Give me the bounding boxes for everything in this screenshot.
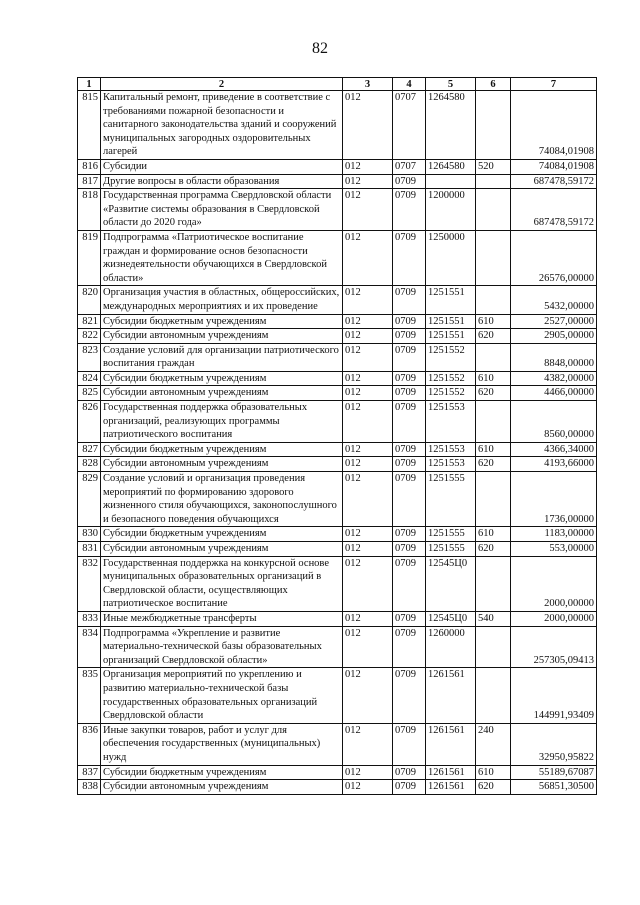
row-number: 817 <box>78 174 101 189</box>
row-number: 833 <box>78 611 101 626</box>
row-number: 825 <box>78 386 101 401</box>
row-department: 012 <box>343 723 393 765</box>
row-number: 831 <box>78 542 101 557</box>
row-section: 0709 <box>393 626 426 668</box>
row-section: 0709 <box>393 556 426 611</box>
row-amount: 1736,00000 <box>511 472 597 527</box>
row-name: Субсидии автономным учреждениям <box>101 329 343 344</box>
row-amount: 26576,00000 <box>511 230 597 285</box>
row-number: 836 <box>78 723 101 765</box>
row-amount: 687478,59172 <box>511 174 597 189</box>
row-number: 819 <box>78 230 101 285</box>
row-section: 0709 <box>393 527 426 542</box>
row-name: Другие вопросы в области образования <box>101 174 343 189</box>
row-section: 0709 <box>393 765 426 780</box>
row-target-code: 1251551 <box>426 329 476 344</box>
row-target-code: 12545Ц0 <box>426 556 476 611</box>
row-section: 0709 <box>393 343 426 371</box>
row-amount: 257305,09413 <box>511 626 597 668</box>
row-number: 823 <box>78 343 101 371</box>
row-number: 827 <box>78 442 101 457</box>
row-amount: 56851,30500 <box>511 780 597 795</box>
table-row <box>78 371 597 386</box>
row-expense-type: 620 <box>476 542 511 557</box>
row-department: 012 <box>343 527 393 542</box>
table-row <box>78 189 597 231</box>
table-row <box>78 442 597 457</box>
table-row <box>78 542 597 557</box>
row-target-code: 1251551 <box>426 314 476 329</box>
row-amount: 74084,01908 <box>511 159 597 174</box>
table-row <box>78 765 597 780</box>
row-expense-type: 610 <box>476 527 511 542</box>
row-section: 0709 <box>393 723 426 765</box>
table-row <box>78 286 597 314</box>
row-expense-type <box>476 286 511 314</box>
row-target-code: 1200000 <box>426 189 476 231</box>
row-amount: 74084,01908 <box>511 91 597 160</box>
table-row <box>78 159 597 174</box>
row-department: 012 <box>343 174 393 189</box>
row-expense-type: 620 <box>476 780 511 795</box>
row-expense-type: 520 <box>476 159 511 174</box>
row-department: 012 <box>343 386 393 401</box>
row-name: Организация участия в областных, общероссийских, международных мероприятиях и их проведение <box>101 286 343 314</box>
row-amount: 55189,67087 <box>511 765 597 780</box>
row-department: 012 <box>343 91 393 160</box>
row-expense-type <box>476 189 511 231</box>
row-name: Организация мероприятий по укреплению и развитию материально-технической базы государственных образовательных организаций Свердловской области <box>101 668 343 723</box>
row-amount: 687478,59172 <box>511 189 597 231</box>
row-amount: 4193,66000 <box>511 457 597 472</box>
row-amount: 1183,00000 <box>511 527 597 542</box>
row-name: Подпрограмма «Укрепление и развитие материально-технической базы образовательных организаций Свердловской области» <box>101 626 343 668</box>
row-target-code: 1260000 <box>426 626 476 668</box>
row-section: 0709 <box>393 472 426 527</box>
table-row <box>78 401 597 443</box>
row-section: 0709 <box>393 230 426 285</box>
row-section: 0709 <box>393 174 426 189</box>
row-expense-type <box>476 626 511 668</box>
row-name: Иные закупки товаров, работ и услуг для обеспечения государственных (муниципальных) нужд <box>101 723 343 765</box>
row-name: Субсидии бюджетным учреждениям <box>101 442 343 457</box>
row-amount: 4382,00000 <box>511 371 597 386</box>
row-name: Создание условий и организация проведения мероприятий по формированию здорового жизненного стиля обучающихся, законопослушного и безопасного поведения обучающихся <box>101 472 343 527</box>
row-expense-type: 610 <box>476 442 511 457</box>
row-expense-type <box>476 91 511 160</box>
row-amount: 2527,00000 <box>511 314 597 329</box>
row-amount: 144991,93409 <box>511 668 597 723</box>
row-expense-type <box>476 230 511 285</box>
row-amount: 2000,00000 <box>511 611 597 626</box>
row-expense-type <box>476 556 511 611</box>
row-number: 830 <box>78 527 101 542</box>
table-row <box>78 343 597 371</box>
row-number: 820 <box>78 286 101 314</box>
row-number: 815 <box>78 91 101 160</box>
row-expense-type: 620 <box>476 457 511 472</box>
row-target-code: 1264580 <box>426 91 476 160</box>
row-section: 0709 <box>393 401 426 443</box>
row-expense-type <box>476 668 511 723</box>
column-header: 5 <box>426 78 476 91</box>
row-expense-type <box>476 343 511 371</box>
row-amount: 8848,00000 <box>511 343 597 371</box>
row-target-code: 12545Ц0 <box>426 611 476 626</box>
row-department: 012 <box>343 286 393 314</box>
row-name: Субсидии автономным учреждениям <box>101 457 343 472</box>
row-target-code: 1251555 <box>426 542 476 557</box>
row-target-code: 1251553 <box>426 401 476 443</box>
row-expense-type <box>476 401 511 443</box>
row-expense-type <box>476 174 511 189</box>
row-name: Подпрограмма «Патриотическое воспитание граждан и формирование основ безопасности жизнедеятельности обучающихся в Свердловской области» <box>101 230 343 285</box>
row-amount: 32950,95822 <box>511 723 597 765</box>
row-number: 828 <box>78 457 101 472</box>
row-section: 0709 <box>393 542 426 557</box>
row-amount: 8560,00000 <box>511 401 597 443</box>
row-target-code: 1251555 <box>426 472 476 527</box>
row-department: 012 <box>343 542 393 557</box>
row-number: 818 <box>78 189 101 231</box>
table-row <box>78 457 597 472</box>
row-number: 824 <box>78 371 101 386</box>
row-section: 0709 <box>393 442 426 457</box>
row-expense-type: 620 <box>476 329 511 344</box>
row-department: 012 <box>343 668 393 723</box>
table-row <box>78 556 597 611</box>
row-target-code <box>426 174 476 189</box>
row-department: 012 <box>343 442 393 457</box>
row-name: Иные межбюджетные трансферты <box>101 611 343 626</box>
table-row <box>78 91 597 160</box>
row-department: 012 <box>343 314 393 329</box>
row-section: 0709 <box>393 611 426 626</box>
row-number: 838 <box>78 780 101 795</box>
table-row <box>78 626 597 668</box>
table-row <box>78 314 597 329</box>
row-amount: 2000,00000 <box>511 556 597 611</box>
row-section: 0707 <box>393 91 426 160</box>
row-name: Капитальный ремонт, приведение в соответствие с требованиями пожарной безопасности и санитарного законодательства зданий и сооружений муниципальных загородных оздоровительных лагерей <box>101 91 343 160</box>
column-header: 3 <box>343 78 393 91</box>
row-number: 821 <box>78 314 101 329</box>
row-section: 0709 <box>393 286 426 314</box>
row-target-code: 1261561 <box>426 780 476 795</box>
row-name: Государственная программа Свердловской области «Развитие системы образования в Свердловской области до 2020 года» <box>101 189 343 231</box>
row-department: 012 <box>343 780 393 795</box>
page-number: 82 <box>312 40 328 57</box>
column-header: 1 <box>78 78 101 91</box>
row-name: Субсидии бюджетным учреждениям <box>101 371 343 386</box>
row-target-code: 1261561 <box>426 765 476 780</box>
table-row <box>78 723 597 765</box>
row-number: 826 <box>78 401 101 443</box>
row-section: 0709 <box>393 314 426 329</box>
row-target-code: 1261561 <box>426 723 476 765</box>
row-name: Субсидии <box>101 159 343 174</box>
table-row <box>78 174 597 189</box>
row-amount: 4366,34000 <box>511 442 597 457</box>
row-department: 012 <box>343 611 393 626</box>
row-target-code: 1251553 <box>426 457 476 472</box>
row-department: 012 <box>343 556 393 611</box>
row-department: 012 <box>343 159 393 174</box>
row-section: 0709 <box>393 371 426 386</box>
row-department: 012 <box>343 189 393 231</box>
row-target-code: 1251551 <box>426 286 476 314</box>
budget-table <box>77 77 597 795</box>
row-target-code: 1251552 <box>426 386 476 401</box>
row-name: Субсидии бюджетным учреждениям <box>101 527 343 542</box>
row-department: 012 <box>343 343 393 371</box>
row-amount: 5432,00000 <box>511 286 597 314</box>
row-expense-type: 610 <box>476 371 511 386</box>
row-department: 012 <box>343 765 393 780</box>
table-row <box>78 668 597 723</box>
row-department: 012 <box>343 230 393 285</box>
row-expense-type: 610 <box>476 314 511 329</box>
row-name: Субсидии автономным учреждениям <box>101 542 343 557</box>
row-name: Государственная поддержка образовательных организаций, реализующих программы патриотического воспитания <box>101 401 343 443</box>
table-row <box>78 611 597 626</box>
table-row <box>78 386 597 401</box>
row-target-code: 1261561 <box>426 668 476 723</box>
row-amount: 553,00000 <box>511 542 597 557</box>
row-name: Субсидии бюджетным учреждениям <box>101 314 343 329</box>
row-department: 012 <box>343 457 393 472</box>
row-target-code: 1251553 <box>426 442 476 457</box>
row-department: 012 <box>343 626 393 668</box>
row-number: 822 <box>78 329 101 344</box>
row-number: 816 <box>78 159 101 174</box>
row-number: 834 <box>78 626 101 668</box>
row-number: 835 <box>78 668 101 723</box>
row-department: 012 <box>343 371 393 386</box>
column-header: 6 <box>476 78 511 91</box>
row-name: Субсидии бюджетным учреждениям <box>101 765 343 780</box>
row-department: 012 <box>343 472 393 527</box>
table-row <box>78 472 597 527</box>
row-expense-type <box>476 472 511 527</box>
row-name: Субсидии автономным учреждениям <box>101 780 343 795</box>
row-target-code: 1264580 <box>426 159 476 174</box>
table-row <box>78 230 597 285</box>
row-name: Субсидии автономным учреждениям <box>101 386 343 401</box>
row-expense-type: 620 <box>476 386 511 401</box>
table-header-row <box>78 78 597 91</box>
row-section: 0709 <box>393 668 426 723</box>
row-expense-type: 240 <box>476 723 511 765</box>
row-department: 012 <box>343 401 393 443</box>
row-target-code: 1251552 <box>426 343 476 371</box>
table-row <box>78 329 597 344</box>
row-amount: 4466,00000 <box>511 386 597 401</box>
row-section: 0709 <box>393 780 426 795</box>
row-name: Государственная поддержка на конкурсной основе муниципальных образовательных организаций в Свердловской области, осуществляющих патриотическое воспитание <box>101 556 343 611</box>
column-header: 2 <box>101 78 343 91</box>
row-department: 012 <box>343 329 393 344</box>
row-amount: 2905,00000 <box>511 329 597 344</box>
row-target-code: 1250000 <box>426 230 476 285</box>
row-section: 0707 <box>393 159 426 174</box>
row-number: 837 <box>78 765 101 780</box>
row-section: 0709 <box>393 329 426 344</box>
row-target-code: 1251552 <box>426 371 476 386</box>
table-row <box>78 527 597 542</box>
column-header: 7 <box>511 78 597 91</box>
row-expense-type: 540 <box>476 611 511 626</box>
row-number: 832 <box>78 556 101 611</box>
row-section: 0709 <box>393 386 426 401</box>
table-row <box>78 780 597 795</box>
row-section: 0709 <box>393 457 426 472</box>
row-expense-type: 610 <box>476 765 511 780</box>
row-name: Создание условий для организации патриотического воспитания граждан <box>101 343 343 371</box>
column-header: 4 <box>393 78 426 91</box>
row-target-code: 1251555 <box>426 527 476 542</box>
row-number: 829 <box>78 472 101 527</box>
row-section: 0709 <box>393 189 426 231</box>
